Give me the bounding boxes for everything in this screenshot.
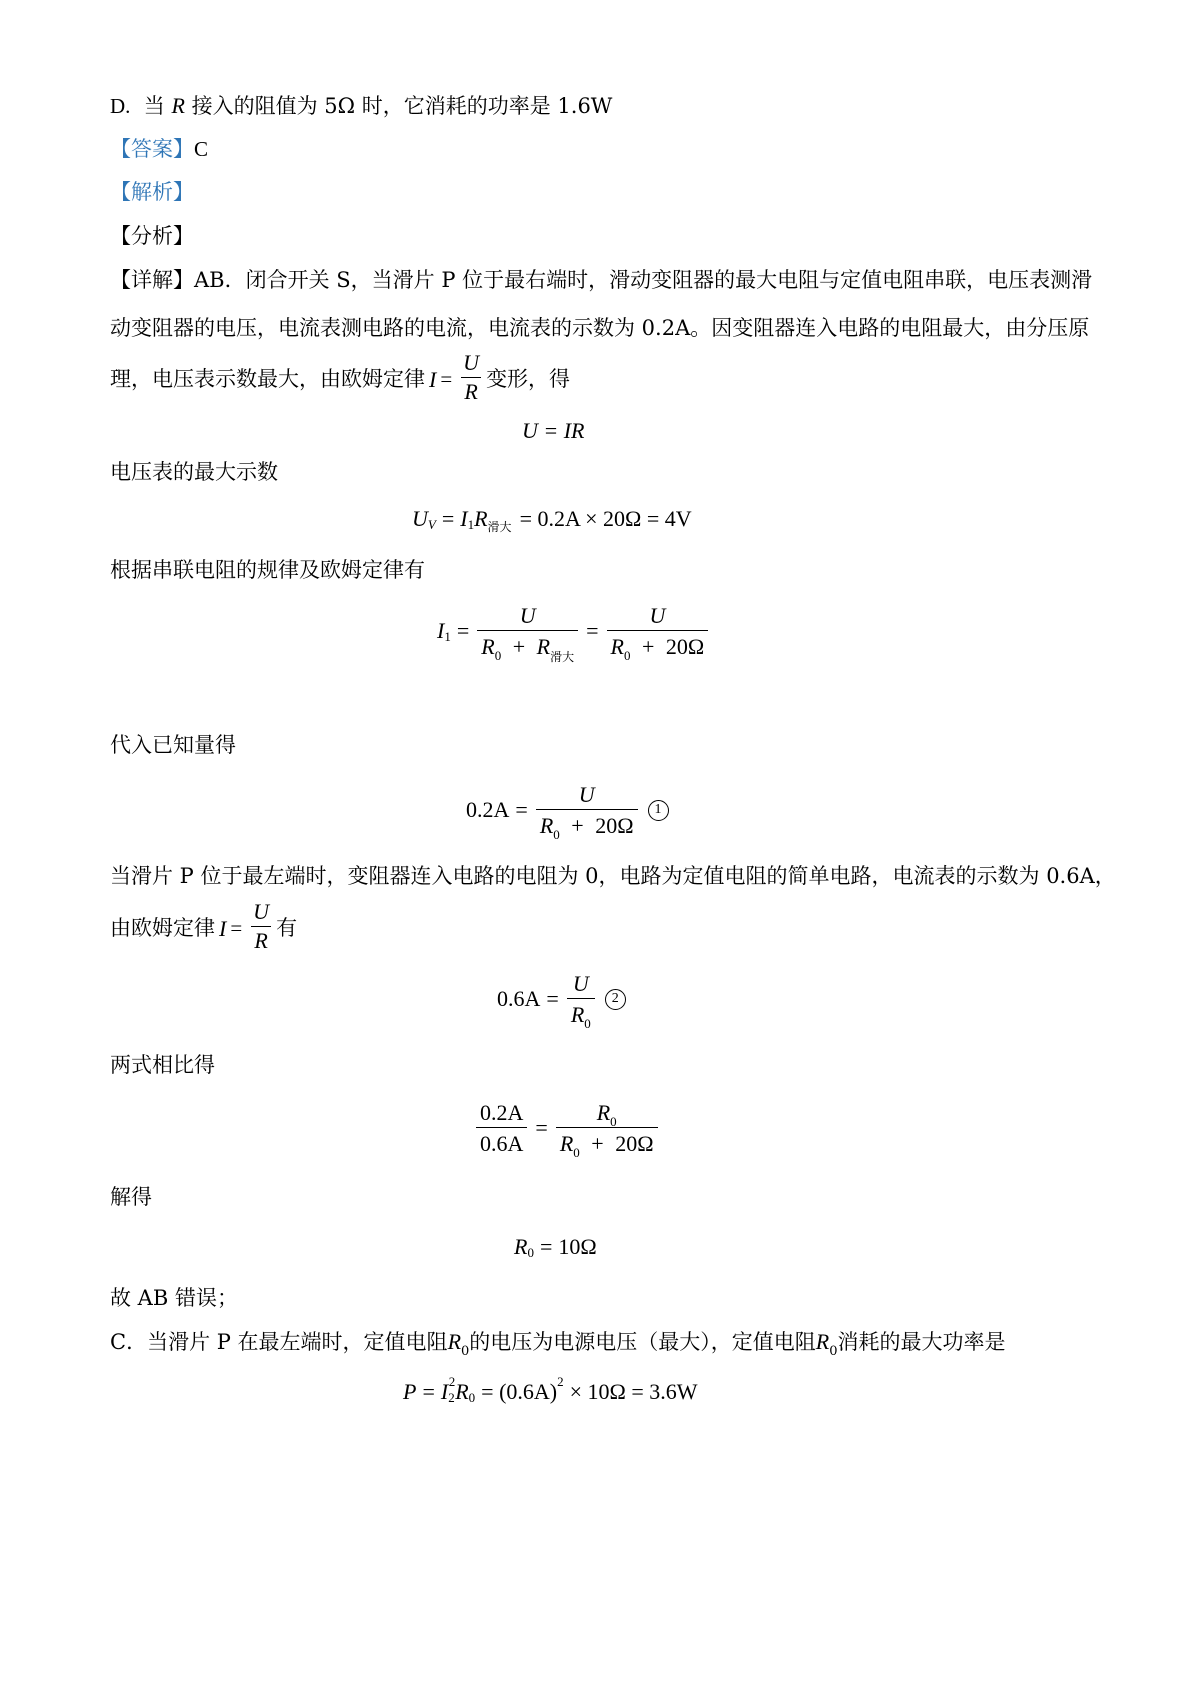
power-mid: = (0.6A) [481, 1379, 558, 1404]
detail-text-3b: 变形，得 [486, 367, 571, 392]
power-i-sub: 2 [448, 1390, 455, 1405]
ohm-law-denominator: R [461, 377, 480, 404]
by-ohm-i: I [219, 915, 227, 941]
text-max-reading [110, 462, 1100, 483]
ratio-right-den [556, 1127, 658, 1161]
answer-tag: 【答案】 [110, 137, 194, 161]
ratio-right-den-sub: 0 [573, 1145, 580, 1161]
equation-uv [412, 506, 692, 532]
ratio-fraction-right [556, 1100, 658, 1161]
power-sup: 2 [557, 1374, 564, 1389]
text-ab-wrong-label: 故 AB 错误； [110, 1286, 238, 1310]
option-d-line [110, 95, 1100, 117]
eq2-r0-sub: 0 [584, 1016, 591, 1032]
r0-result-eq: = [539, 1234, 553, 1259]
equation-r0 [514, 1234, 597, 1260]
r0-result-r: R [514, 1234, 528, 1259]
power-i: I [440, 1379, 449, 1404]
ohm-law-eq: = [440, 367, 453, 392]
detail-line-1 [110, 270, 1100, 291]
text-left-end-label: 当滑片 P 位于最左端时，变阻器连入电路的电阻为 0，电路为定值电阻的简单电路，电流表的示数为 0.6A， [110, 864, 1116, 888]
analysis-tag: 【解析】 [110, 180, 194, 204]
text-c-r0-1: R [447, 1329, 462, 1354]
text-by-ohm-b: 有 [276, 916, 298, 941]
equation-u-ir [522, 418, 585, 444]
fenxi-tag: 【分析】 [110, 224, 194, 248]
uv-sub-1: 1 [467, 517, 475, 532]
i1-frac1-num: U [519, 603, 536, 628]
text-left-end [110, 864, 1116, 888]
text-c-part-2: 的电压为电源电压（最大），定值电阻 [469, 1330, 816, 1354]
detail-text-2: 动变阻器的电压，电流表测电路的电流，电流表的示数为 0.2A。因变阻器连入电路的电阻最大，由分压原 [110, 316, 1090, 340]
eq1-plus: + [571, 813, 584, 839]
text-c-r0-2-sub: 0 [829, 1344, 838, 1359]
i1-frac2-num: U [649, 603, 666, 628]
i1-i: I [437, 618, 445, 644]
option-d-r-symbol: R [171, 93, 185, 118]
ratio-right-num-sub: 0 [610, 1114, 617, 1129]
eq1-circled-number: 1 [648, 800, 669, 821]
uv-i: I [460, 506, 468, 531]
eq2-eq: = [546, 986, 559, 1012]
text-c-r0-1-sub: 0 [461, 1344, 470, 1359]
uv-u: U [412, 506, 428, 531]
power-r0: R [455, 1379, 469, 1404]
eq2-num: U [572, 971, 589, 996]
uv-tail: = 0.2A × 20Ω = 4V [519, 506, 692, 531]
eq2-fraction [567, 971, 595, 1032]
i1-fraction-1 [477, 603, 578, 665]
text-series-law-label: 根据串联电阻的规律及欧姆定律有 [110, 558, 425, 582]
ratio-right-20ohm: 20Ω [615, 1131, 654, 1157]
i1-frac1-plus: + [512, 634, 526, 660]
option-d-prefix: D. [110, 94, 131, 118]
ratio-right-plus: + [591, 1131, 604, 1157]
equation-2 [497, 971, 626, 1032]
by-ohm-fraction [250, 900, 272, 953]
eq1-r0-sub: 0 [553, 827, 560, 843]
detail-tag: 【详解】 [110, 268, 194, 292]
text-solve [110, 1187, 1100, 1208]
eq1-lhs: 0.2A [466, 797, 510, 823]
text-by-ohm-line [110, 899, 1100, 955]
equation-1 [466, 782, 669, 843]
fenxi-heading [110, 226, 1100, 247]
ratio-right-den-r0: R [559, 1131, 574, 1157]
analysis-heading [110, 182, 1100, 203]
answer-line [110, 139, 1100, 160]
text-c-r0-2: R [815, 1329, 830, 1354]
answer-value: C [194, 137, 209, 161]
power-tail: × 10Ω = 3.6W [569, 1379, 698, 1404]
by-ohm-den: R [251, 926, 270, 953]
option-d-text-tail: 接入的阻值为 5Ω 时，它消耗的功率是 1.6W [191, 94, 613, 118]
text-c-part-1: C．当滑片 P 在最左端时，定值电阻 [110, 1330, 448, 1354]
detail-text-3a: 理，电压表示数最大，由欧姆定律 [110, 367, 425, 392]
text-c-part-3: 消耗的最大功率是 [837, 1330, 1006, 1354]
text-substitute [110, 735, 1100, 756]
eq1-fraction [536, 782, 638, 843]
i1-fraction-2 [607, 603, 709, 664]
i1-frac1-r0: R [481, 634, 495, 660]
ratio-right-num [593, 1101, 621, 1127]
eq2-r0: R [570, 1002, 585, 1028]
detail-text-1: AB．闭合开关 S，当滑片 P 位于最右端时，滑动变阻器的最大电阻与定值电阻串联，电压表测滑 [194, 268, 1093, 292]
power-p: P [403, 1379, 417, 1404]
uv-r: R [474, 506, 488, 531]
eq2-lhs: 0.6A [497, 986, 541, 1012]
i1-frac2-den [607, 630, 709, 664]
i1-frac1-sub-slide: 滑大 [550, 650, 575, 665]
detail-line-3 [110, 350, 1100, 406]
by-ohm-num: U [253, 899, 270, 924]
eq1-20ohm: 20Ω [595, 813, 634, 839]
i1-frac2-r0: R [610, 634, 624, 660]
ratio-fraction-left [476, 1101, 527, 1155]
equation-i1 [437, 603, 710, 665]
text-compare-label: 两式相比得 [110, 1053, 215, 1077]
ratio-left-num: 0.2A [480, 1100, 524, 1125]
uv-sub-slide: 滑大 [487, 519, 512, 534]
text-ab-wrong [110, 1288, 1100, 1309]
text-substitute-label: 代入已知量得 [110, 733, 236, 757]
i1-frac2-20ohm: 20Ω [665, 634, 705, 660]
i1-frac2-plus: + [641, 634, 655, 660]
i1-frac1-den [477, 630, 578, 665]
i1-sub: 1 [444, 629, 451, 645]
ohm-law-fraction [460, 351, 482, 404]
eq2-den [567, 998, 595, 1032]
text-series-law [110, 560, 1100, 581]
eq1-eq: = [515, 797, 528, 823]
option-d-text: 当 [143, 94, 165, 118]
equation-ratio [474, 1100, 660, 1161]
eq2-circled-number: 2 [605, 989, 626, 1010]
uv-sub-v: V [427, 517, 436, 532]
text-by-ohm-a: 由欧姆定律 [110, 916, 215, 941]
text-c-line [110, 1329, 1100, 1359]
eq1-num: U [578, 782, 595, 807]
ohm-law-numerator: U [463, 350, 480, 375]
ratio-right-num-r0: R [596, 1100, 611, 1125]
detail-line-2 [110, 318, 1100, 339]
i1-eq-1: = [456, 618, 470, 644]
text-max-reading-label: 电压表的最大示数 [110, 460, 278, 484]
i1-frac1-r0-sub: 0 [494, 648, 502, 664]
r0-result-value: 10Ω [558, 1234, 597, 1259]
power-r0-sub: 0 [468, 1390, 476, 1405]
power-i-sup: 2 [448, 1374, 456, 1389]
equation-power [403, 1374, 698, 1405]
eq1-r0: R [539, 813, 554, 839]
text-compare [110, 1055, 1100, 1076]
by-ohm-eq: = [230, 916, 243, 941]
equation-u-ir-text: U = IR [522, 418, 585, 443]
ohm-law-i: I [429, 366, 437, 392]
r0-result-sub: 0 [527, 1245, 534, 1260]
i1-frac2-r0-sub: 0 [623, 648, 631, 664]
ratio-eq: = [535, 1115, 548, 1141]
ratio-left-den: 0.6A [476, 1127, 527, 1155]
text-solve-label: 解得 [110, 1185, 152, 1209]
i1-frac1-r: R [536, 634, 551, 660]
power-eq: = [422, 1379, 435, 1404]
uv-eq: = [441, 506, 455, 531]
eq1-den [536, 809, 638, 843]
i1-eq-2: = [586, 618, 599, 644]
